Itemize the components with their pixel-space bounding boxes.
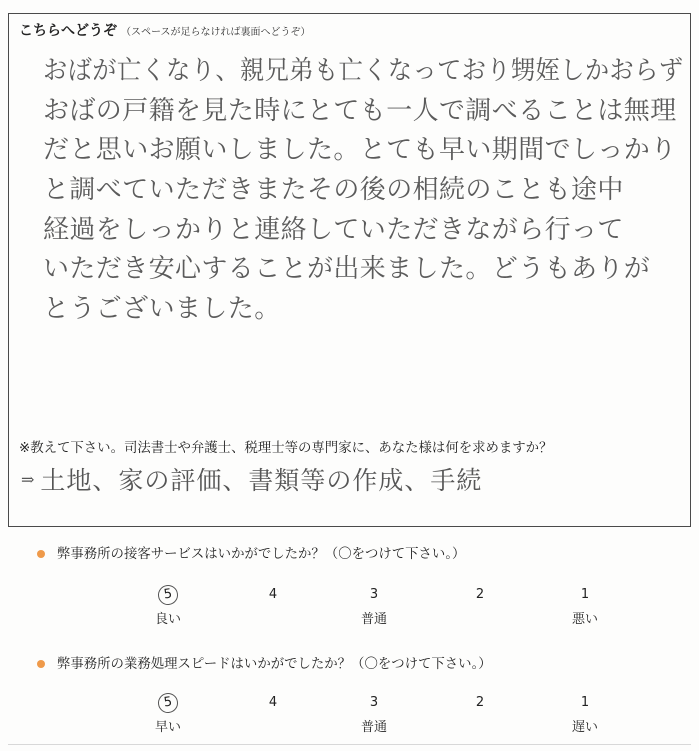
speed-option[interactable] (555, 693, 615, 735)
service-option-label: 普通 (360, 612, 387, 627)
speed-option-number: 1 (580, 695, 590, 710)
speed-option[interactable] (243, 693, 303, 716)
handwritten-comment (43, 52, 683, 330)
speed-option-number: 4 (268, 695, 278, 710)
service-option-number: 3 (369, 587, 379, 602)
comment-header (19, 20, 311, 40)
speed-option-number: 3 (369, 695, 379, 710)
service-option[interactable] (450, 585, 510, 608)
service-option[interactable] (138, 585, 198, 627)
service-option-label: 悪い (571, 612, 598, 627)
speed-option[interactable] (138, 693, 198, 735)
service-option[interactable] (243, 585, 303, 608)
comment-line: 経過をしっかりと連絡していただきながら行って (43, 214, 624, 245)
speed-option-label: 早い (154, 720, 181, 735)
header-title: こちらへどうぞ (19, 23, 117, 39)
service-question-text: 弊事務所の接客サービスはいかがでしたか？（〇をつけて下さい。） (57, 547, 466, 562)
expert-answer (21, 461, 482, 497)
speed-option-label: 遅い (571, 720, 598, 735)
speed-option-label: 普通 (360, 720, 387, 735)
service-option[interactable] (344, 585, 404, 627)
header-note: （スペースが足らなければ裏面へどうぞ） (121, 27, 311, 38)
service-question (37, 543, 465, 562)
speed-question-text: 弊事務所の業務処理スピードはいかがでしたか？（〇をつけて下さい。） (57, 657, 492, 672)
service-option[interactable] (555, 585, 615, 627)
expert-question: ※教えて下さい。司法書士や弁護士、税理士等の専門家に、あなた様は何を求めますか？ (19, 441, 553, 456)
service-option-number: 4 (268, 587, 278, 602)
comment-line: おばが亡くなり、親兄弟も亡くなっており甥姪しかおらず (43, 56, 684, 86)
speed-option[interactable] (450, 693, 510, 716)
comment-line: とうございました。 (43, 294, 281, 325)
service-option-label: 良い (154, 612, 181, 627)
divider (8, 744, 691, 745)
speed-option-number: 5 (157, 692, 180, 715)
service-option-number: 5 (157, 584, 180, 607)
service-option-number: 1 (580, 587, 590, 602)
answer-text: 土地、家の評価、書類等の作成、手続 (40, 466, 483, 495)
comment-line: と調べていただきまたその後の相続のことも途中 (43, 175, 624, 206)
arrow-icon: ⇒ (21, 469, 35, 489)
service-option-number: 2 (475, 587, 485, 602)
comment-line: おばの戸籍を見た時にとても一人で調べることは無理 (43, 95, 677, 126)
speed-option[interactable] (344, 693, 404, 735)
speed-question (37, 653, 492, 672)
comment-line: いただき安心することが出来ました。どうもありが (43, 254, 651, 285)
bullet-icon (37, 660, 45, 668)
comment-box (8, 13, 691, 527)
speed-option-number: 2 (475, 695, 485, 710)
bullet-icon (37, 550, 45, 558)
comment-line: だと思いお願いしました。とても早い期間でしっかり (43, 135, 677, 166)
